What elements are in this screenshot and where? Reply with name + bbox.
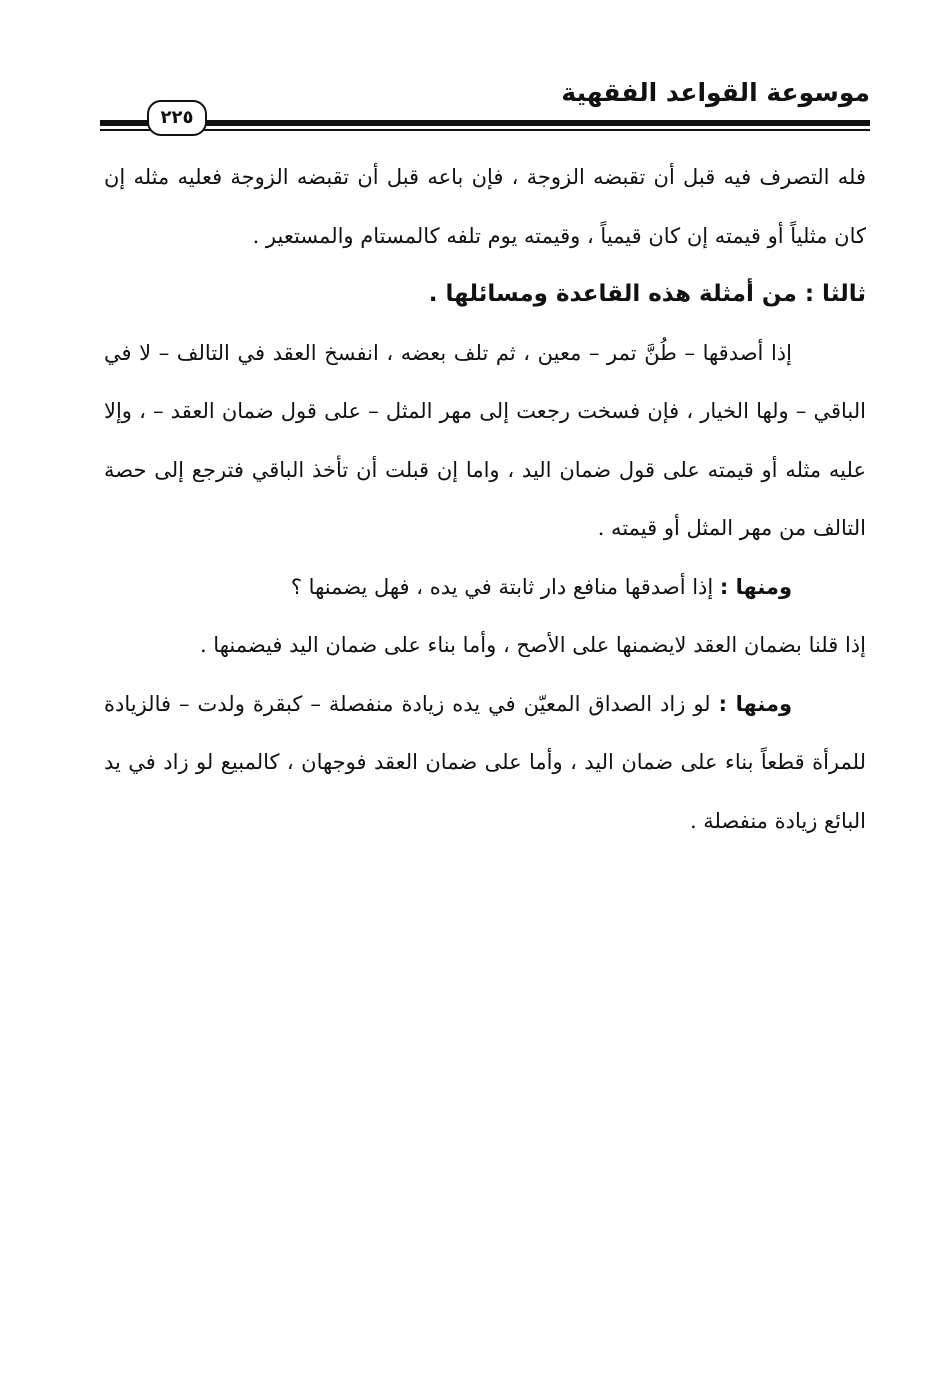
header-rule-thin [100,129,870,131]
section-heading: ثالثا : من أمثلة هذه القاعدة ومسائلها . [428,281,866,307]
paragraph-example-1: إذا أصدقها – طُنَّ تمر – معين ، ثم تلف بعضه ، انفسخ العقد في التالف – لا في الباقي – ولها الخيار ، فإن فسخت رجعت إلى مهر المثل – على قول ضمان العقد – ، وإلا عليه مثله أو قيمته على قول ضمان اليد ، واما إن قبلت أن تأخذ الباقي فترجع إلى حصة التالف من مهر المثل أو قيمته . [104,340,866,540]
paragraph-answer: إذا قلنا بضمان العقد لايضمنها على الأصح ، وأما بناء على ضمان اليد فيضمنها . [199,633,866,657]
page-body [104,148,866,850]
paragraph-continuation: فله التصرف فيه قبل أن تقبضه الزوجة ، فإن باعه قبل أن تقبضه الزوجة فعليه مثله إن كان مثلياً أو قيمته إن كان قيمياً ، وقيمته يوم تلفه كالمستام والمستعير . [104,165,866,248]
book-title: موسوعة القواعد الفقهية [561,78,870,107]
example-lead-word: ومنها : [719,574,792,599]
page-number: ٢٢٥ [147,100,207,136]
paragraph-example-3 [104,675,866,851]
example-question: إذا أصدقها منافع دار ثابتة في يده ، فهل يضمنها ؟ [290,574,714,599]
paragraph-example-2 [104,558,866,617]
header-rule-thick [100,120,870,126]
page-header [100,78,870,138]
example-text: لو زاد الصداق المعيّن في يده زيادة منفصلة – كبقرة ولدت – فالزيادة للمرأة قطعاً بناء على ضمان اليد ، وأما على ضمان العقد فوجهان ، كالمبيع لو زاد في يد البائع زيادة منفصلة . [104,691,866,833]
example-lead-word: ومنها : [718,691,792,716]
